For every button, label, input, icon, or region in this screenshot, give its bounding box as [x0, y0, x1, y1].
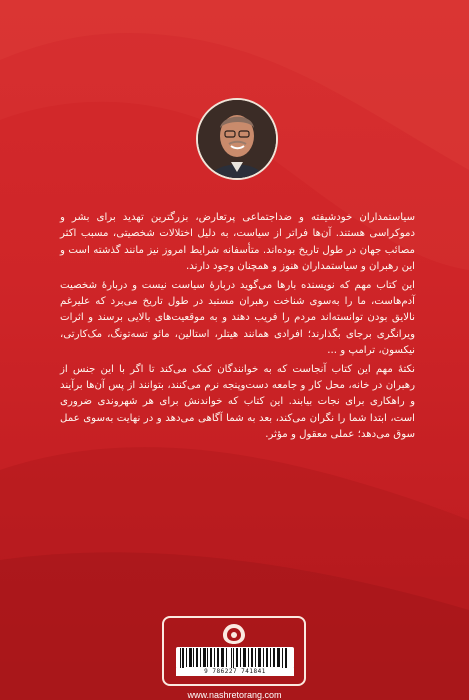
- publisher-isbn-box: [162, 616, 306, 686]
- blurb-text: [60, 210, 415, 446]
- blurb-paragraph-3: نکتهٔ مهم این کتاب آنجاست که به خوانندگان کمک می‌کند تا اگر با این جنس از رهبران در خانه، محل کار و جامعه دست‌وپنجه نرم می‌کنند، بتوانند از پس آن‌ها برآیند و راهکاری برای نجات بیابند. این کتاب که خواندنش برای هر شهروندی ضروری است، ابتدا شما را نگران می‌کند، بعد به شما آگاهی می‌دهد و در نهایت به‌سوی عمل سوق می‌دهد؛ عملی معقول و مؤثر.: [60, 363, 415, 441]
- blurb-paragraph-1: سیاستمداران خودشیفته و ضداجتماعی پرتعارض، بزرگترین تهدید برای بشر و دموکراسی هستند. آن‌ها فراتر از سیاست، به دلیل اختلالات شخصیتی، مسبب اکثر مصائب جهان در طول تاریخ بوده‌اند. متأسفانه شرایط امروز نیز مانند گذشته است و این رهبران و سیاستمداران هنوز و همچنان وجود دارند.: [60, 212, 415, 273]
- publisher-logo-icon: [220, 622, 248, 646]
- blurb-paragraph-2: این کتاب مهم که نویسنده بارها می‌گوید دربارهٔ سیاست نیست و دربارهٔ شخصیت آدم‌هاست، ما را به‌سوی شناخت رهبران مستبد در طول تاریخ می‌برد که علیرغم نالایق بودن توانسته‌اند مردم را فریب دهند و به موقعیت‌های بالایی برسند و اثرات ویرانگری برجای بگذارند؛ افرادی همانند هیتلر، استالین، مائو تسه‌تونگ، مک‌کارتی، نیکسون، ترامپ و ...: [60, 279, 415, 357]
- isbn-number: 9 786227 741841: [176, 668, 294, 676]
- author-photo: [196, 98, 278, 180]
- isbn-barcode: [176, 647, 294, 669]
- publisher-website: www.nashretorang.com: [187, 690, 282, 700]
